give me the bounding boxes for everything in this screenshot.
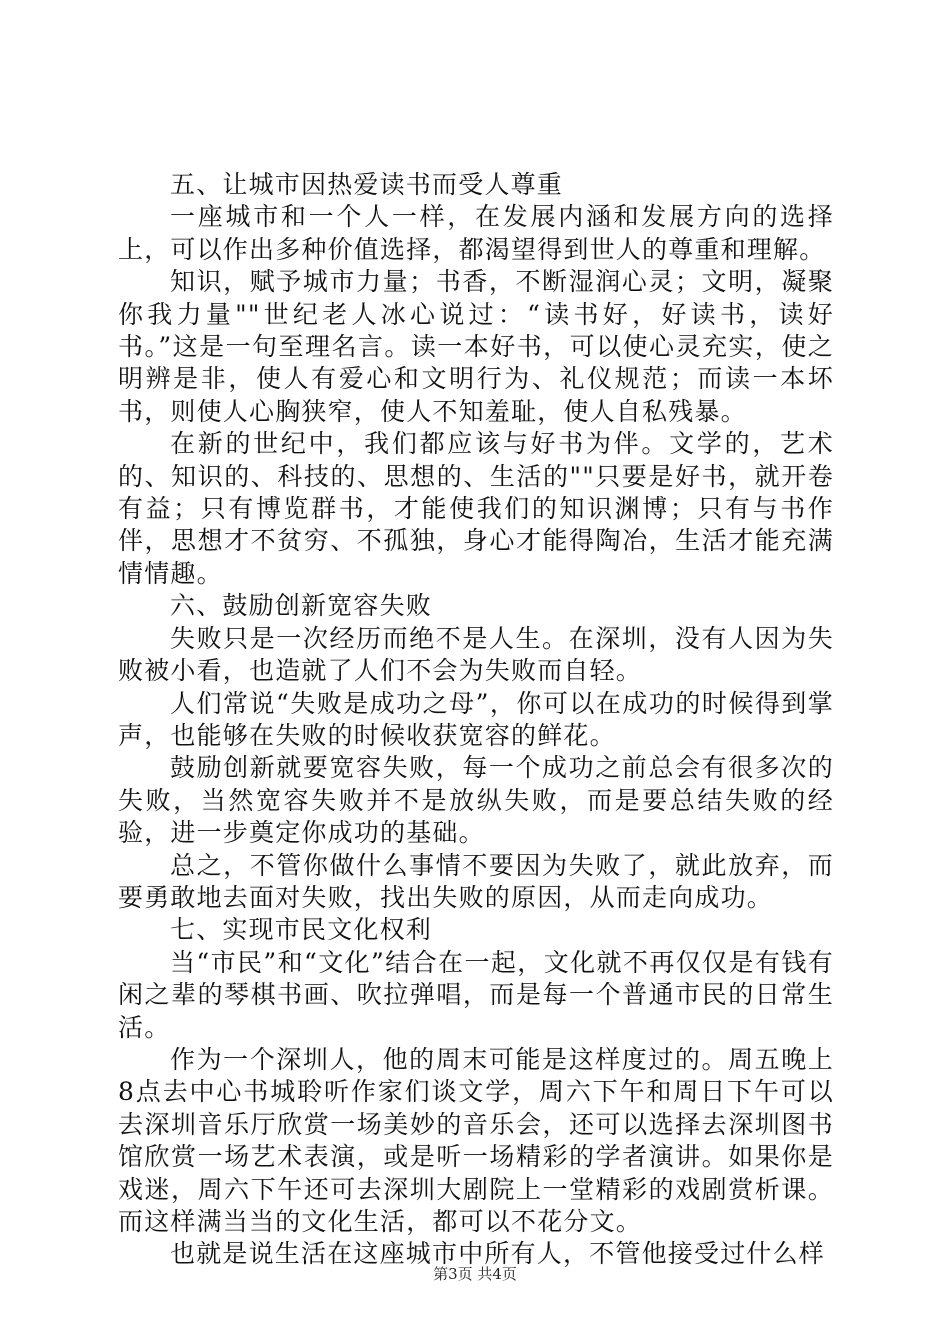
paragraph: 当“市民”和“文化”结合在一起，文化就不再仅仅是有钱有闲之辈的琴棋书画、吹拉弹唱，而是每一个普通市民的日常生活。 (118, 947, 834, 1042)
paragraph: 知识，赋予城市力量；书香，不断湿润心灵；文明，凝聚你我力量""世纪老人冰心说过：“读书好，好读书，读好书。”这是一句至理名言。读一本好书，可以使心灵充实，使之明辨是非，使人有爱心和文明行为、礼仪规范；而读一本坏书，则使人心胸狭窄，使人不知羞耻，使人自私残暴。 (118, 267, 834, 426)
paragraph: 总之，不管你做什么事情不要因为失败了，就此放弃，而要勇敢地去面对失败，找出失败的原因，从而走向成功。 (118, 850, 834, 912)
section-heading: 五、让城市因热爱读书而受人尊重 (170, 170, 564, 199)
paragraph: 人们常说“失败是成功之母”，你可以在成功的时候得到掌声，也能够在失败的时候收获宽容的鲜花。 (118, 688, 834, 750)
paragraph: 一座城市和一个人一样，在发展内涵和发展方向的选择上，可以作出多种价值选择，都渴望得到世人的尊重和理解。 (118, 202, 834, 264)
document-body (118, 169, 834, 1271)
page-number-footer: 第3页 共4页 (433, 1265, 517, 1283)
paragraph: 在新的世纪中，我们都应该与好书为伴。文学的，艺术的、知识的、科技的、思想的、生活的""只要是好书，就开卷有益；只有博览群书，才能使我们的知识渊博；只有与书作伴，思想才不贫穷、不孤独，身心才能得陶冶，生活才能充满情情趣。 (118, 429, 834, 588)
section-heading: 六、鼓励创新宽容失败 (170, 591, 433, 621)
paragraph: 也就是说生活在这座城市中所有人，不管他接受过什么样 (170, 1239, 826, 1269)
paragraph: 失败只是一次经历而绝不是人生。在深圳，没有人因为失败被小看，也造就了人们不会为失败而自轻。 (118, 623, 834, 686)
paragraph: 鼓励创新就要宽容失败，每一个成功之前总会有很多次的失败，当然宽容失败并不是放纵失败，而是要总结失败的经验，进一步奠定你成功的基础。 (118, 753, 834, 848)
section-heading: 七、实现市民文化权利 (170, 915, 433, 945)
paragraph: 作为一个深圳人，他的周末可能是这样度过的。周五晚上8点去中心书城聆听作家们谈文学，周六下午和周日下午可以去深圳音乐厅欣赏一场美妙的音乐会，还可以选择去深圳图书馆欣赏一场艺术表演，或是听一场精彩的学者演讲。如果你是戏迷，周六下午还可去深圳大剧院上一堂精彩的戏剧赏析课。而这样满当当的文化生活，都可以不花分文。 (118, 1044, 834, 1236)
